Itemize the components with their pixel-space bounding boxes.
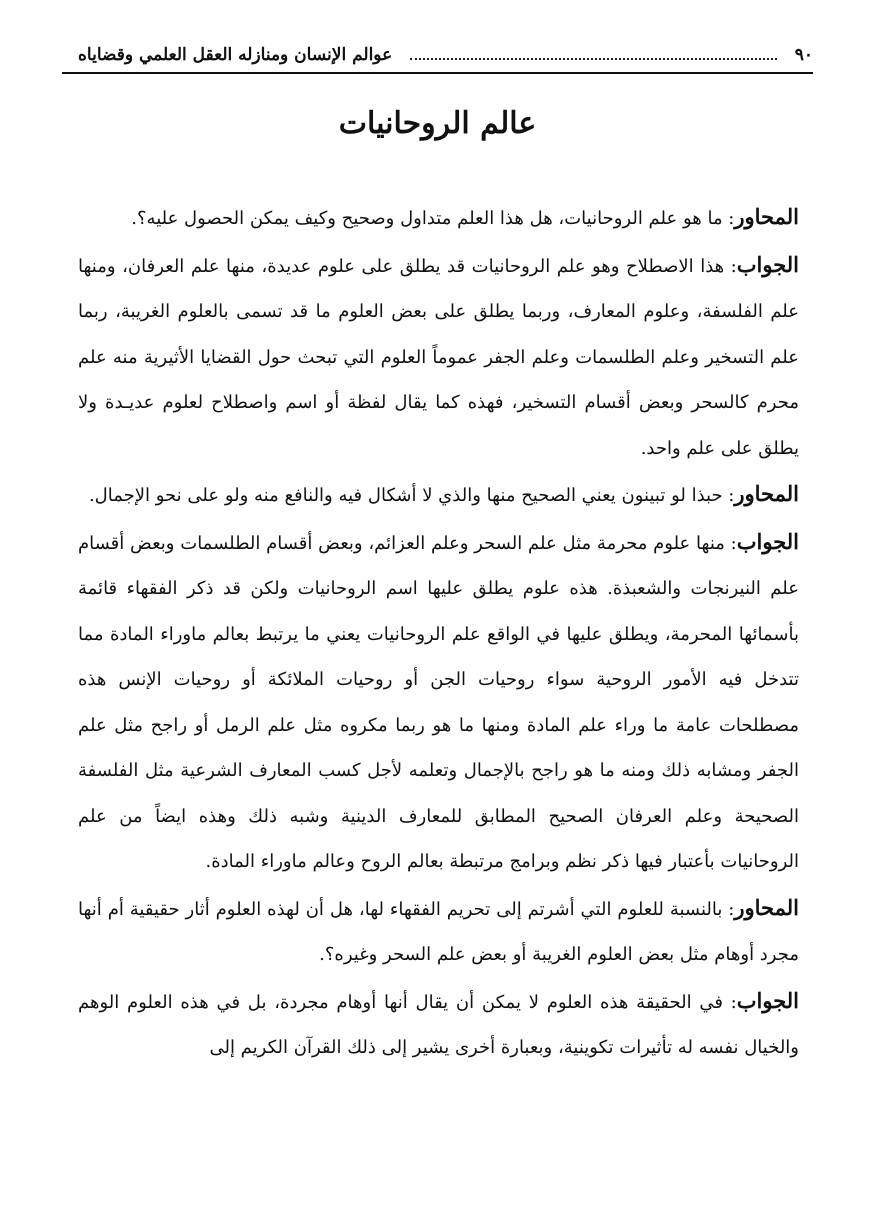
book-title: عوالم الإنسان ومنازله العقل العلمي وقضاياه	[78, 45, 393, 65]
dialogue-paragraph	[78, 194, 799, 242]
paragraph-text: : حبذا لو تبينون يعني الصحيح منها والذي لا أشكال فيه والنافع منه ولو على نحو الإجمال.	[88, 485, 735, 506]
page-number: ٩٠	[794, 45, 813, 65]
paragraph-text: : ما هو علم الروحانيات، هل هذا العلم متداول وصحيح وكيف يمكن الحصول عليه؟.	[131, 208, 735, 229]
speaker-label: الجواب	[736, 251, 799, 277]
speaker-label: المحاور	[734, 894, 799, 920]
chapter-title: عالم الروحانيات	[338, 106, 537, 141]
header-rule	[62, 72, 813, 74]
dialogue-paragraph	[78, 471, 799, 519]
paragraph-text: : هذا الاصطلاح وهو علم الروحانيات قد يطلق على علوم عديدة، منها علم العرفان، ومنها علم الفلسفة، وعلوم المعارف، وربما يطلق على بعض العلوم ما قد تسمى بالعلوم الغريبة، ربما علم التسخير وعلم الطلسمات وعلم الجفر عموماً العلوم التي تبحث حول القضايا الأثيرية منه علم محرم كالسحر وبعض أقسام التسخير، فهذه كما يقال لفظة أو اسم واصطلاح لعلوم عديـدة ولا يطلق على علم واحد.	[78, 255, 799, 459]
speaker-label: المحاور	[734, 481, 799, 506]
dialogue-paragraph	[78, 242, 799, 472]
header-dot-leader	[410, 58, 777, 60]
speaker-label: الجواب	[736, 987, 799, 1013]
running-header	[78, 38, 813, 72]
paragraph-text: : بالنسبة للعلوم التي أشرتم إلى تحريم الفقهاء لها، هل أن لهذه العلوم أثار حقيقية أم أنها مجرد أوهام مثل بعض العلوم الغريبة أو بعض علم السحر وغيره؟.	[78, 898, 799, 965]
speaker-label: المحاور	[734, 204, 799, 229]
dialogue-paragraph	[78, 978, 799, 1071]
speaker-label: الجواب	[736, 528, 799, 554]
dialogue-paragraph	[78, 885, 799, 978]
body-text	[78, 194, 799, 1071]
paragraph-text: : في الحقيقة هذه العلوم لا يمكن أن يقال أنها أوهام مجردة، بل في هذه العلوم الوهم والخيال نفسه له تأثيرات تكوينية، وبعبارة أخرى يشير إلى ذلك القرآن الكريم إلى	[78, 991, 799, 1058]
paragraph-text: : منها علوم محرمة مثل علم السحر وعلم العزائم، وبعض أقسام الطلسمات وبعض أقسام علم النيرنجات والشعبذة. هذه علوم يطلق عليها اسم الروحانيات ولكن قد ذكر الفقهاء قائمة بأسمائها المحرمة، ويطلق عليها في الواقع علم الروحانيات يعني ما يرتبط بعالم ماوراء المادة مما تتدخل فيه الأمور الروحية سواء روحيات الجن أو روحيات الملائكة أو روحيات الإنس هذه مصطلحات عامة ما وراء علم المادة ومنها ما هو ربما مكروه مثل علم الرمل أو راجح مثل علم الجفر ومشابه ذلك ومنه ما هو راجح بالإجمال وتعلمه لأجل كسب المعارف الشرعية مثل الفلسفة الصحيحة وعلم العرفان الصحيح المطابق للمعارف الدينية وشبه ذلك وهذه ايضاً من علم الروحانيات بأعتبار فيها ذكر نظم وبرامج مرتبطة بعالم الروح وعالم ماوراء المادة.	[78, 532, 799, 872]
dialogue-paragraph	[78, 519, 799, 885]
